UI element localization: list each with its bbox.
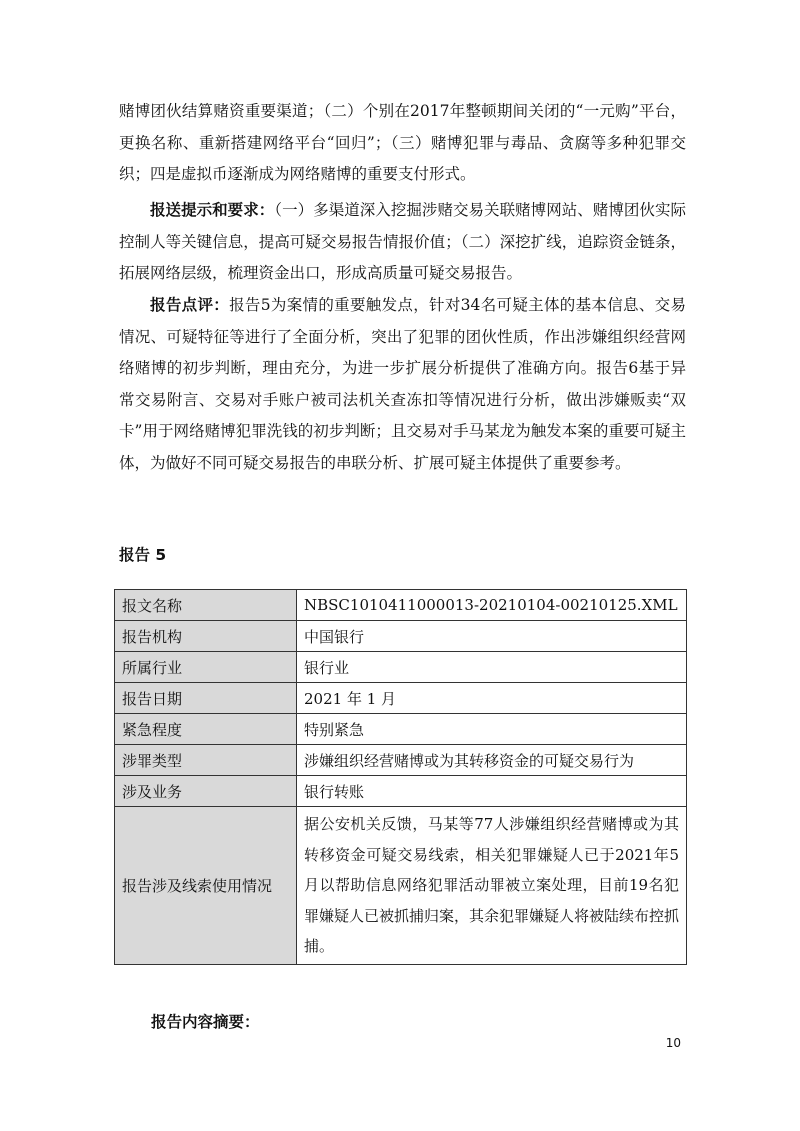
row-label: 紧急程度 [115, 714, 297, 745]
table-row [115, 621, 687, 652]
row-label: 报文名称 [115, 590, 297, 621]
paragraph-review [119, 290, 686, 479]
table-row [115, 590, 687, 621]
page-number: 10 [665, 1036, 681, 1050]
row-value: 银行转账 [297, 776, 687, 807]
paragraph-requirements [119, 195, 686, 290]
row-value: 2021 年 1 月 [297, 683, 687, 714]
requirements-text: （一）多渠道深入挖掘涉赌交易关联赌博网站、赌博团伙实际控制人等关键信息，提高可疑交易报告情报价值；（二）深挖扩线，追踪资金链条，拓展网络层级，梳理资金出口，形成高质量可疑交易报告。 [119, 201, 686, 282]
row-label: 涉及业务 [115, 776, 297, 807]
table-row [115, 652, 687, 683]
paragraph-continued: 赌博团伙结算赌资重要渠道；（二）个别在2017年整顿期间关闭的“一元购”平台，更换名称、重新搭建网络平台“回归”；（三）赌博犯罪与毒品、贪腐等多种犯罪交织；四是虚拟币逐渐成为网络赌博的重要支付形式。 [119, 102, 686, 183]
table-row [115, 807, 687, 965]
table-row [115, 776, 687, 807]
row-label: 所属行业 [115, 652, 297, 683]
table-row [115, 683, 687, 714]
summary-heading: 报告内容摘要： [151, 1013, 260, 1031]
row-value: 涉嫌组织经营赌博或为其转移资金的可疑交易行为 [297, 745, 687, 776]
row-label: 报告机构 [115, 621, 297, 652]
row-value: 中国银行 [297, 621, 687, 652]
review-lead: 报告点评： [150, 296, 230, 314]
report-info-table [114, 589, 687, 965]
row-value: NBSC1010411000013-20210104-00210125.XML [297, 590, 687, 621]
table-row [115, 745, 687, 776]
row-value: 据公安机关反馈，马某等77人涉嫌组织经营赌博或为其转移资金可疑交易线索，相关犯罪嫌疑人已于2021年5月以帮助信息网络犯罪活动罪被立案处理，目前19名犯罪嫌疑人已被抓捕归案，其余犯罪嫌疑人将被陆续布控抓捕。 [297, 807, 687, 965]
review-text: 报告5为案情的重要触发点，针对34名可疑主体的基本信息、交易情况、可疑特征等进行了全面分析，突出了犯罪的团伙性质，作出涉嫌组织经营网络赌博的初步判断，理由充分，为进一步扩展分析提供了准确方向。报告6基于异常交易附言、交易对手账户被司法机关查冻扣等情况进行分析，做出涉嫌贩卖“双卡”用于网络赌博犯罪洗钱的初步判断；且交易对手马某龙为触发本案的重要可疑主体，为做好不同可疑交易报告的串联分析、扩展可疑主体提供了重要参考。 [119, 296, 686, 472]
row-value: 特别紧急 [297, 714, 687, 745]
table-row [115, 714, 687, 745]
report-heading: 报告 5 [119, 546, 167, 564]
requirements-lead: 报送提示和要求： [150, 201, 275, 219]
row-value: 银行业 [297, 652, 687, 683]
row-label: 涉罪类型 [115, 745, 297, 776]
row-label: 报告日期 [115, 683, 297, 714]
row-label: 报告涉及线索使用情况 [115, 807, 297, 965]
